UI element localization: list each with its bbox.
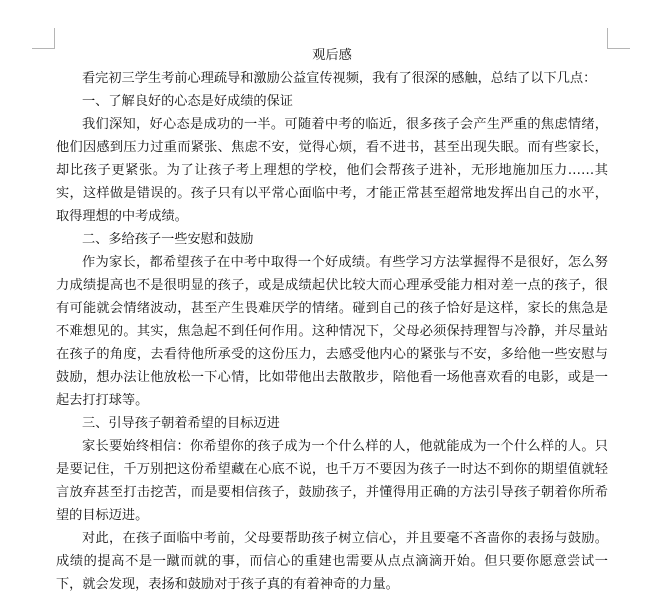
paragraph-section-1: 我们深知，好心态是成功的一半。可随着中考的临近，很多孩子会产生严重的焦虑情绪，他们因感到压力过重而紧张、焦虑不安，觉得心烦，看不进书，甚至出现失眠。而有些家长，却比孩子更紧张。为了让孩子考上理想的学校，他们会帮孩子进补，无形地施加压力……其实，这样做是错误的。孩子只有以平常心面临中考，才能正常甚至超常地发挥出自己的水平，取得理想的中考成绩。 (56, 117, 608, 224)
paragraph-section-2: 作为家长，都希望孩子在中考中取得一个好成绩。有些学习方法掌握得不是很好，怎么努力成绩提高也不是很明显的孩子，或是成绩起伏比较大而心理承受能力相对差一点的孩子，很有可能就会情绪波动，甚至产生畏难厌学的情绪。碰到自己的孩子恰好是这样，家长的焦急是不难想见的。其实，焦急起不到任何作用。这种情况下，父母必须保持理智与冷静，并尽量站在孩子的角度，去看待他所承受的这份压力，去感受他内心的紧张与不安，多给他一些安慰与鼓励，想办法让他放松一下心情，比如带他出去散散步，陪他看一场他喜欢看的电影，或是一起去打打球等。 (56, 255, 608, 408)
paragraph-section-3: 家长要始终相信：你希望你的孩子成为一个什么样的人，他就能成为一个什么样的人。只是要记住，千万别把这份希望藏在心底不说，也千万不要因为孩子一时达不到你的期望值就轻言放弃甚至打击挖苦，而是要相信孩子，鼓励孩子，并懂得用正确的方法引导孩子朝着你所希望的目标迈进。 (56, 439, 608, 523)
heading-section-3: 三、引导孩子朝着希望的目标迈进 (82, 416, 280, 431)
page-corner-mark-top-left (32, 28, 55, 49)
page-corner-mark-top-right (607, 28, 630, 49)
document-title: 观后感 (312, 48, 352, 63)
heading-section-2: 二、多给孩子一些安慰和鼓励 (82, 232, 254, 247)
heading-section-1: 一、了解良好的心态是好成绩的保证 (82, 94, 293, 109)
paragraph-conclusion: 对此，在孩子面临中考前，父母要帮助孩子树立信心，并且要毫不吝啬你的表扬与鼓励。成绩的提高不是一蹴而就的事，而信心的重建也需要从点点滴滴开始。但只要你愿意尝试一下，就会发现，表扬和鼓励对于孩子真的有着神奇的力量。 (56, 531, 608, 592)
document-body[interactable] (56, 44, 608, 596)
paragraph-intro: 看完初三学生考前心理疏导和激励公益宣传视频，我有了很深的感触，总结了以下几点： (82, 71, 597, 86)
